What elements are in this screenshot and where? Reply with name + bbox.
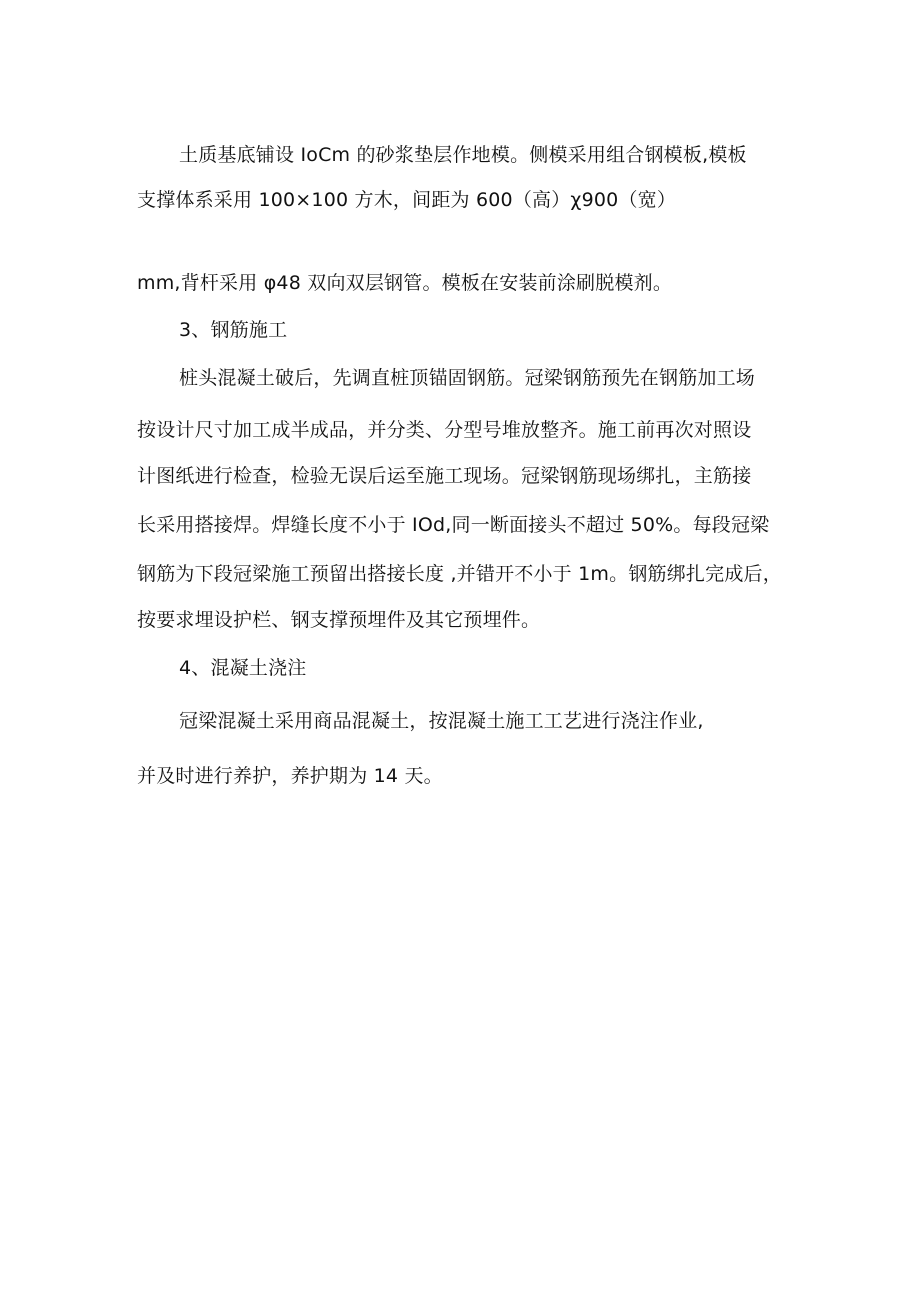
- section-heading-rebar: 3、钢筋施工: [179, 319, 288, 341]
- paragraph-concrete-line-1: 冠梁混凝土采用商品混凝土，按混凝土施工工艺进行浇注作业,: [179, 710, 704, 732]
- paragraph-rebar-line-6: 按要求埋设护栏、钢支撑预埋件及其它预埋件。: [137, 609, 541, 631]
- paragraph-rebar-line-1: 桩头混凝土破后，先调直桩顶锚固钢筋。冠梁钢筋预先在钢筋加工场: [179, 367, 756, 389]
- paragraph-formwork-line-3: mm,背杆采用 φ48 双向双层钢管。模板在安装前涂刷脱模剂。: [137, 272, 673, 294]
- paragraph-rebar-line-5: 钢筋为下段冠梁施工预留出搭接长度 ,并错开不小于 1m。钢筋绑扎完成后，: [137, 563, 782, 585]
- paragraph-rebar-line-3: 计图纸进行检查，检验无误后运至施工现场。冠梁钢筋现场绑扎，主筋接: [137, 465, 752, 487]
- paragraph-formwork-line-2: 支撑体系采用 100×100 方木，间距为 600（高）χ900（宽）: [137, 189, 677, 211]
- paragraph-rebar-line-2: 按设计尺寸加工成半成品，并分类、分型号堆放整齐。施工前再次对照设: [137, 419, 752, 441]
- paragraph-concrete-line-2: 并及时进行养护，养护期为 14 天。: [137, 765, 443, 787]
- paragraph-rebar-line-4: 长采用搭接焊。焊缝长度不小于 IOd,同一断面接头不超过 50%。每段冠梁: [137, 514, 770, 536]
- section-heading-concrete: 4、混凝土浇注: [179, 657, 307, 679]
- paragraph-formwork-line-1: 土质基底铺设 IoCm 的砂浆垫层作地模。侧模采用组合钢模板,模板: [179, 144, 747, 166]
